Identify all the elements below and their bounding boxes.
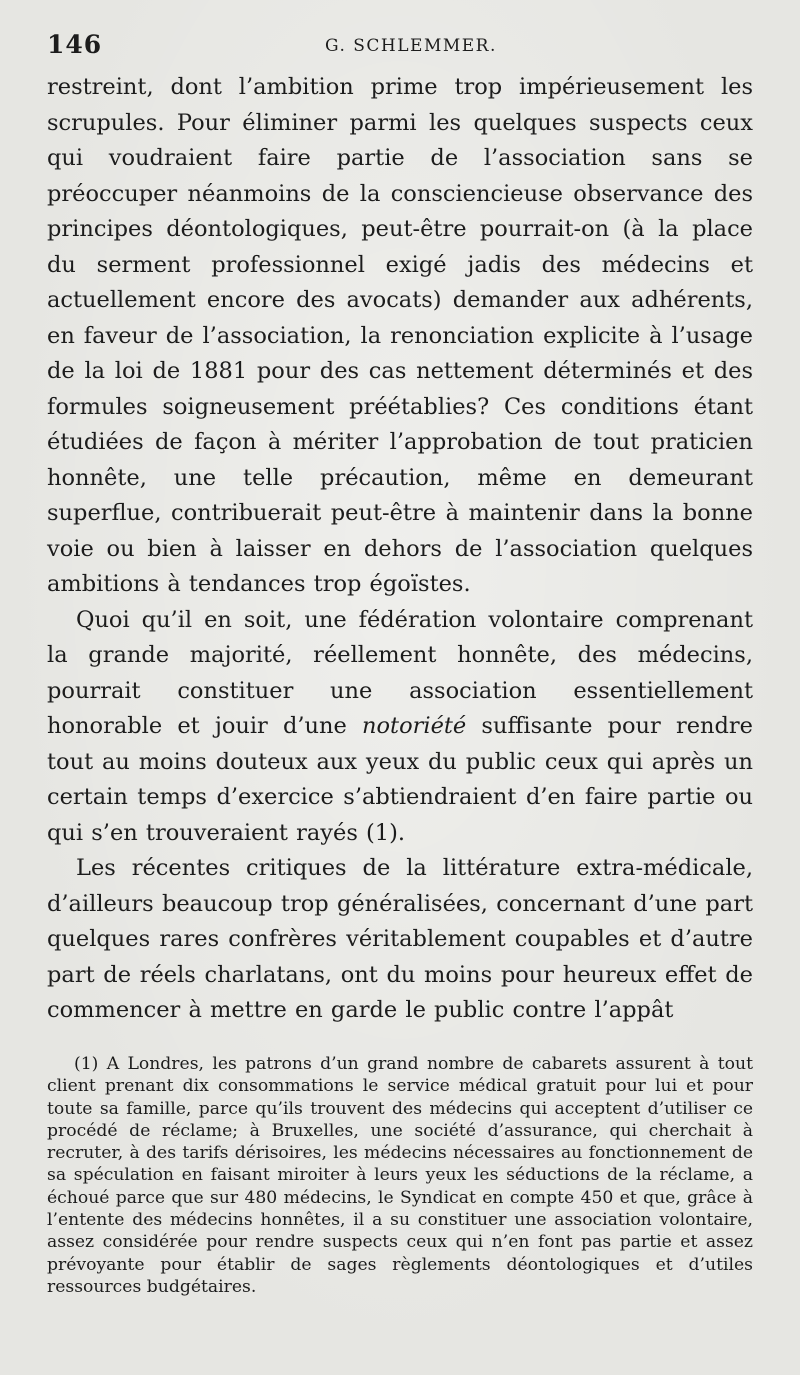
footnote-1 (47, 1053, 753, 1298)
footnotes (47, 1053, 753, 1298)
paragraph-3 (47, 851, 753, 1029)
paragraph-3-text: Les récentes critiques de la littérature extra-médicale, d’ailleurs beaucoup trop généralisées, concernant d’une part quelques rares confrères véritablement coupables et d’autre part de réels charlatans, ont du moins pour heureux effet de commencer à mettre en garde le public contre l’appât (47, 855, 753, 1023)
running-head: G. SCHLEMMER. (325, 36, 497, 56)
paragraph-2-text-before: Quoi qu’il en soit, une fédération volontaire comprenant la grande majorité, réellement honnête, des médecins, pourrait constituer une association essentiellement honorable et jouir d’une (47, 606, 753, 739)
paragraph-1 (47, 70, 753, 603)
body-text (47, 70, 753, 1029)
footnote-text: A Londres, les patrons d’un grand nombre de cabarets assurent à tout client prenant dix consommations le service médical gratuit pour lui et pour toute sa famille, parce qu’ils trouvent des médecins qui acceptent d’utiliser ce procédé de réclame; à Bruxelles, une société d’assurance, qui cherchait à recruter, à des tarifs dérisoires, les médecins nécessaires au fonctionnement de sa spéculation en faisant miroiter à leurs yeux les séductions de la réclame, a échoué parce que sur 480 médecins, le Syndicat en compte 450 et que, grâce à l’entente des médecins honnêtes, il a su constituer une association volontaire, assez considérée pour rendre suspects ceux qui n’en font pas partie et assez prévoyante pour établir de sages règlements déontologiques et d’utiles ressources budgétaires. (47, 1054, 754, 1297)
page-number: 146 (47, 30, 103, 59)
paragraph-2-text-after: suffisante pour rendre tout au moins douteux aux yeux du public ceux qui après un certain temps d’exercice s’abtiendraient d’en faire partie ou qui s’en trouveraient rayés (1). (47, 713, 753, 846)
emphasis-notoriete: notoriété (362, 713, 467, 739)
footnote-marker: (1) (74, 1054, 99, 1074)
paragraph-1-text: restreint, dont l’ambition prime trop impérieusement les scrupules. Pour éliminer parmi les quelques suspects ceux qui voudraient faire partie de l’association sans se préoccuper néanmoins de la consciencieuse observance des principes déontologiques, peut-être pourrait-on (à la place du serment professionnel exigé jadis des médecins et actuellement encore des avocats) demander aux adhérents, en faveur de l’association, la renonciation explicite à l’usage de la loi de 1881 pour des cas nettement déterminés et des formules soigneusement préétablies? Ces conditions étant étudiées de façon à mériter l’approbation de tout praticien honnête, une telle précaution, même en demeurant superflue, contribuerait peut-être à maintenir dans la bonne voie ou bien à laisser en dehors de l’association quelques ambitions à tendances trop égoïstes. (47, 74, 753, 597)
page-header (47, 30, 753, 62)
paragraph-2 (47, 603, 753, 852)
